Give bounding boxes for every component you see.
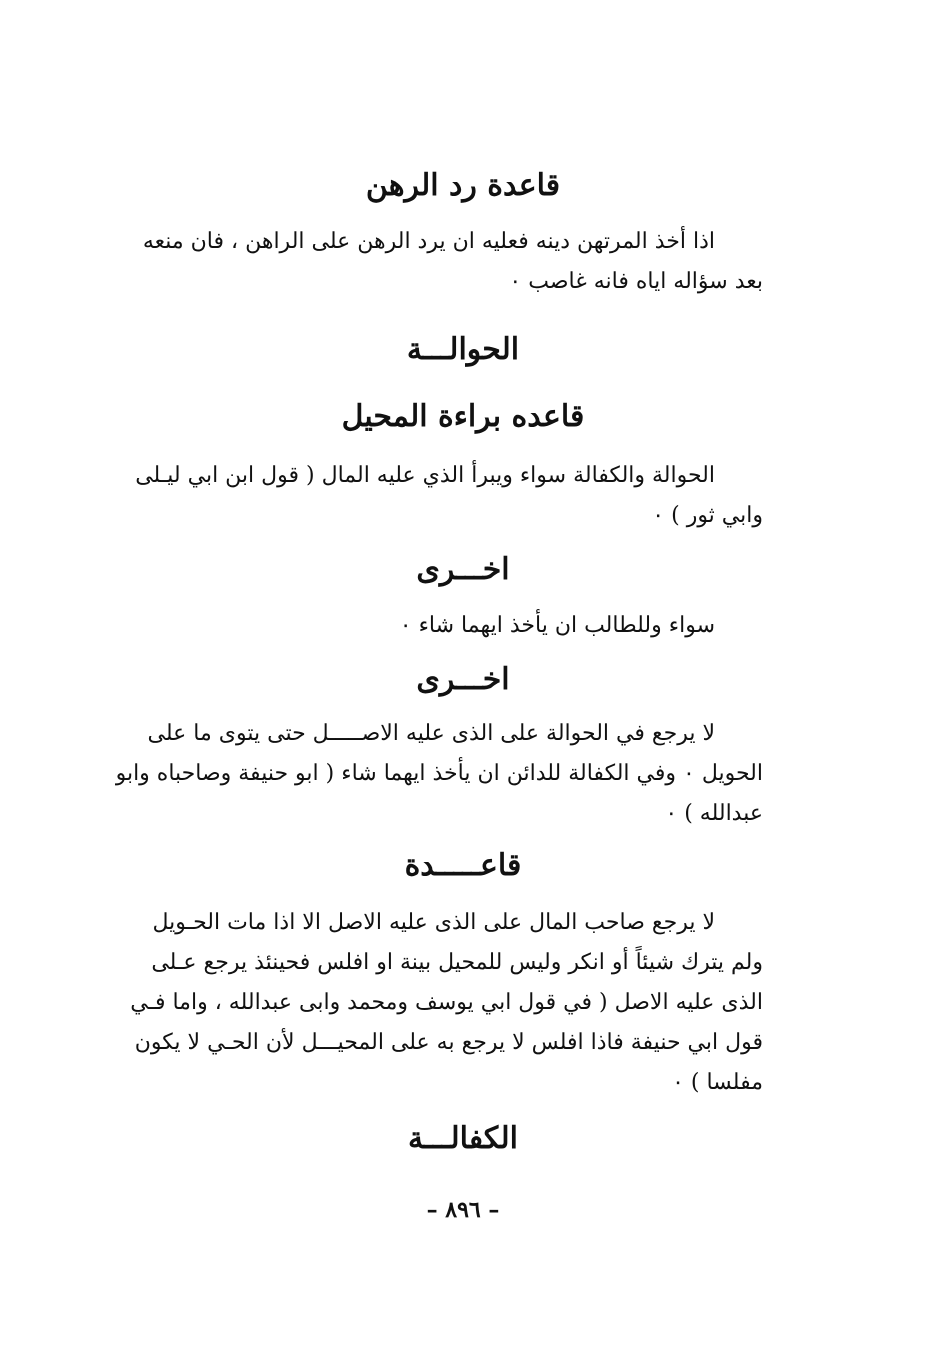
heading-another-1: اخـــرى <box>416 552 510 587</box>
text-line: الحوالة والكفالة سواء ويبرأ الذي عليه المال ( قول ابن ابي ليـلى <box>135 463 715 488</box>
paragraph-pledge-return <box>115 222 763 302</box>
heading-hawala: الحوالـــة <box>406 332 520 367</box>
paragraph-another-2 <box>115 714 763 834</box>
text-line: الحويل ٠ وفي الكفالة للدائن ان يأخذ ايهما شاء ( ابو حنيفة وصاحباه وابو <box>115 761 763 786</box>
text-line: وابي ثور ) ٠ <box>652 503 763 528</box>
page-number: – ٨٩٦ – <box>426 1197 500 1223</box>
heading-discharge-rule: قاعده براءة المحيل <box>341 399 585 434</box>
text-line: لا يرجع صاحب المال على الذى عليه الاصل الا اذا مات الحـويل <box>152 910 715 935</box>
text-line: ولم يترك شيئاً أو انكر وليس للمحيل بينة او افلس فحينئذ يرجع عـلى <box>151 950 763 975</box>
text-line: سواء وللطالب ان يأخذ ايهما شاء ٠ <box>399 613 715 638</box>
paragraph-another-1 <box>115 606 763 646</box>
heading-rule: قاعـــــدة <box>404 848 522 883</box>
text-line: عبدالله ) ٠ <box>665 801 763 826</box>
text-line: قول ابي حنيفة فاذا افلس لا يرجع به على المحيـــل لأن الحـي لا يكون <box>134 1030 763 1055</box>
text-line: اذا أخذ المرتهن دينه فعليه ان يرد الرهن على الراهن ، فان منعه <box>142 229 715 254</box>
text-line: الذى عليه الاصل ( في قول ابي يوسف ومحمد وابى عبدالله ، واما فـي <box>130 990 763 1015</box>
text-line: لا يرجع في الحوالة على الذى عليه الاصـــــل حتى يتوى ما على <box>147 721 715 746</box>
paragraph-discharge <box>115 456 763 536</box>
text-line: مفلسا ) ٠ <box>672 1070 763 1095</box>
paragraph-rule <box>115 903 763 1103</box>
heading-another-2: اخـــرى <box>416 662 510 697</box>
heading-kafala: الكفالـــة <box>408 1121 518 1156</box>
heading-pledge-return-rule: قاعدة رد الرهن <box>365 168 561 203</box>
text-line: بعد سؤاله اياه فانه غاصب ٠ <box>509 269 763 294</box>
